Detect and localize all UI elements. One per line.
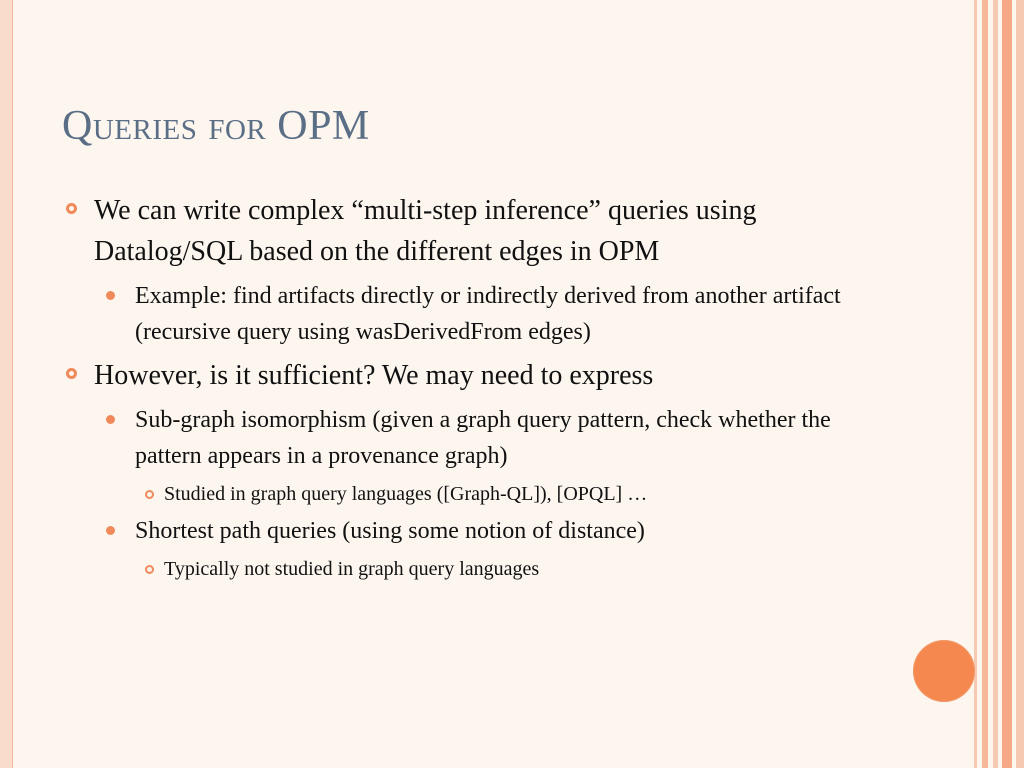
left-frame-border <box>0 0 13 768</box>
bullet-text: Shortest path queries (using some notion of distance) <box>135 518 645 544</box>
small-ring-bullet-icon <box>145 565 154 574</box>
bullet-text: Typically not studied in graph query languages <box>164 558 540 580</box>
dot-bullet-icon <box>106 291 115 300</box>
right-decorative-stripes <box>974 0 1024 768</box>
ring-bullet-icon <box>66 203 77 214</box>
ring-bullet-icon <box>66 368 77 379</box>
stripe <box>993 0 998 768</box>
bullet-text: Sub-graph isomorphism (given a graph query pattern, check whether the pattern appears in a provenance graph) <box>135 407 831 469</box>
stripe <box>982 0 988 768</box>
dot-bullet-icon <box>106 526 115 535</box>
bullet-text: Example: find artifacts directly or indirectly derived from another artifact (recursive query using wasDerivedFrom edges) <box>135 283 841 345</box>
stripe <box>1002 0 1012 768</box>
bullet-level2 <box>60 278 890 350</box>
dot-bullet-icon <box>106 415 115 424</box>
bullet-text: We can write complex “multi-step inference” queries using Datalog/SQL based on the different edges in OPM <box>94 195 757 267</box>
bullet-text: However, is it sufficient? We may need to express <box>94 360 654 391</box>
bullet-level1 <box>60 355 890 396</box>
decorative-orange-circle <box>913 640 975 702</box>
bullet-text: Studied in graph query languages ([Graph-QL]), [OPQL] … <box>164 483 648 505</box>
stripe <box>1016 0 1024 768</box>
bullet-level1 <box>60 190 890 272</box>
bullet-level3 <box>60 479 890 509</box>
bullet-level2 <box>60 402 890 474</box>
stripe <box>974 0 977 768</box>
slide-content <box>60 190 890 588</box>
bullet-level3 <box>60 554 890 584</box>
small-ring-bullet-icon <box>145 490 154 499</box>
bullet-level2 <box>60 513 890 549</box>
slide-title: Queries for OPM <box>62 103 370 149</box>
